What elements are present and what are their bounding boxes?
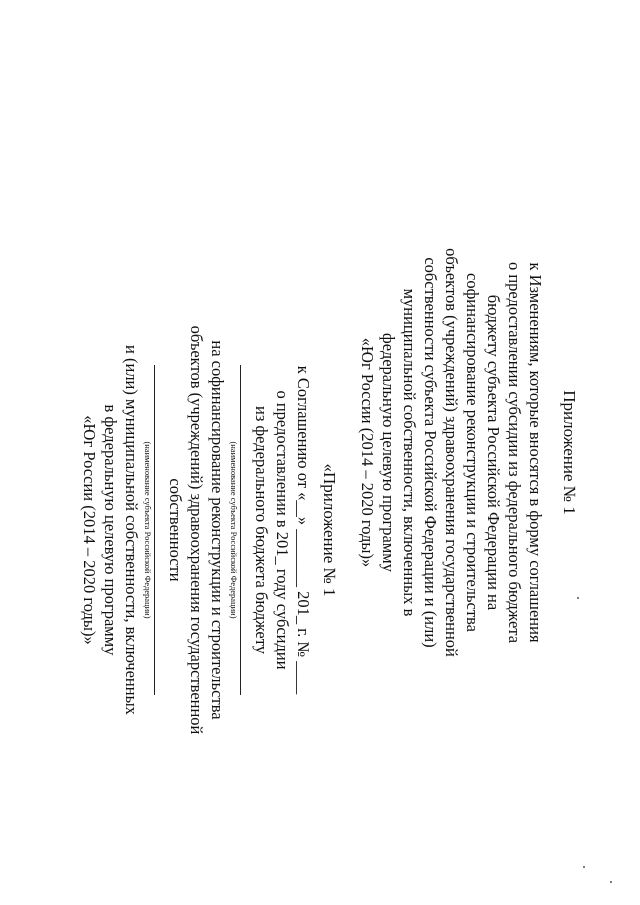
blank-fill-line	[154, 365, 155, 695]
appendix-2-line: собственности	[166, 478, 185, 582]
appendix-1-line: к Изменениям, которые вносятся в форму соглашения	[526, 262, 545, 643]
appendix-2-line: объектов (учреждений) здравоохранения государственной	[187, 325, 206, 735]
appendix-2-line: на софинансирование реконструкции и строительства	[208, 340, 227, 720]
subject-name-caption: (наименование субъекта Российской Федерации)	[143, 441, 153, 619]
appendix-2-header	[79, 260, 340, 800]
appendix-2-line: о предоставлении в 201_ году субсидии	[273, 390, 292, 670]
appendix-1-line: о предоставлении субсидии из федерального бюджета	[505, 261, 524, 644]
appendix-1-title: Приложение № 1	[560, 390, 579, 515]
agreement-reference-line: к Соглашению от «__» _______ 201_ г. № ____	[294, 365, 313, 695]
scan-speck	[610, 881, 612, 883]
appendix-1-line: собственности субъекта Российской Федерации и (или)	[421, 257, 440, 648]
appendix-2-line: «Юг России (2014 – 2020 годы)»	[80, 415, 99, 645]
appendix-1-line: муниципальной собственности, включенных в	[400, 288, 419, 617]
appendix-2-line: в федеральную целевую программу	[101, 404, 120, 656]
appendix-1-line: федеральную целевую программу	[379, 333, 398, 572]
appendix-1-line: объектов (учреждений) здравоохранения государственной	[442, 248, 461, 657]
subject-name-caption: (наименование субъекта Российской Федерации)	[229, 441, 239, 619]
appendix-1-line: бюджету субъекта Российской Федерации на	[484, 294, 503, 611]
blank-fill-line	[240, 365, 241, 695]
appendix-1-line: «Юг России (2014 – 2020 годы)»	[358, 337, 377, 568]
appendix-1-line: софинансирование реконструкции и строительства	[463, 273, 482, 632]
appendix-2-line: и (или) муниципальной собственности, включенных	[122, 345, 141, 715]
scan-speck	[577, 597, 579, 599]
appendix-2-title: «Приложение № 1	[320, 463, 339, 597]
scan-speck	[583, 866, 585, 868]
appendix-1-header	[357, 0, 580, 905]
appendix-2-line: из федерального бюджета бюджету	[252, 406, 271, 654]
